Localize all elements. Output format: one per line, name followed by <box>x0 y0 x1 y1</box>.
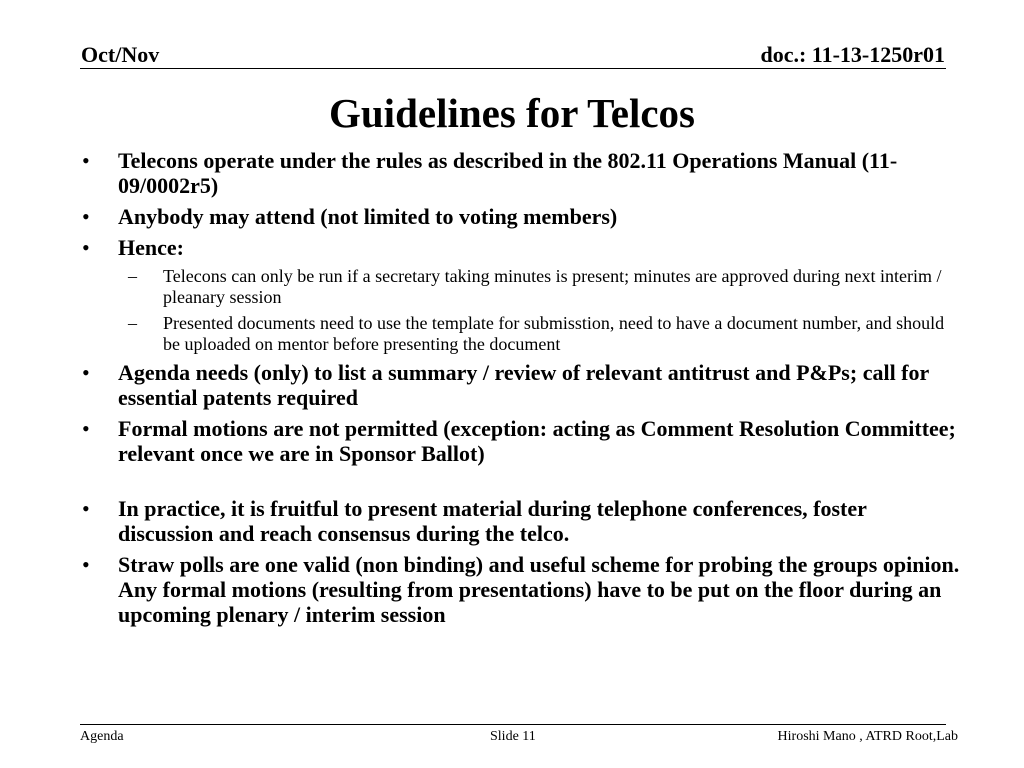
bullet-icon: • <box>82 416 90 441</box>
bullet-text: Anybody may attend (not limited to voting members) <box>118 204 618 229</box>
bullet-item <box>82 360 962 410</box>
bullet-icon: • <box>82 360 90 385</box>
bullet-icon: • <box>82 552 90 577</box>
dash-icon: – <box>128 313 137 333</box>
header-date: Oct/Nov <box>81 42 160 67</box>
bullet-item <box>82 496 962 546</box>
bullet-item <box>82 552 962 627</box>
bullet-text: In practice, it is fruitful to present material during telephone conferences, foster discussion and reach consensus during the telco. <box>118 496 867 546</box>
bullet-icon: • <box>82 148 90 173</box>
slide-body <box>82 148 962 633</box>
footer-section: Agenda <box>80 729 124 744</box>
sub-bullet-text: Telecons can only be run if a secretary taking minutes is present; minutes are approved during next interim / pleanary session <box>163 266 942 307</box>
bullet-text: Formal motions are not permitted (exception: acting as Comment Resolution Committee; relevant once we are in Sponsor Ballot) <box>118 416 956 466</box>
bullet-text: Telecons operate under the rules as described in the 802.11 Operations Manual (11-09/0002r5) <box>118 148 898 198</box>
bullet-text: Hence: <box>118 235 184 260</box>
bullet-icon: • <box>82 496 90 521</box>
bullet-item <box>82 235 962 260</box>
bullet-item <box>82 416 962 466</box>
bullet-text: Straw polls are one valid (non binding) and useful scheme for probing the groups opinion. Any formal motions (resulting from presentations) have to be put on the floor during an upcoming plenary / interim session <box>118 552 960 627</box>
bullet-item <box>82 148 962 198</box>
header-doc-number: doc.: 11-13-1250r01 <box>760 42 945 67</box>
header-divider <box>80 68 946 69</box>
slide-title: Guidelines for Telcos <box>328 90 696 136</box>
sub-bullet-text: Presented documents need to use the template for submisstion, need to have a document number, and should be uploaded on mentor before presenting the document <box>163 313 945 354</box>
slide-number: Slide 11 <box>490 729 536 744</box>
bullet-icon: • <box>82 235 90 260</box>
footer-author: Hiroshi Mano , ATRD Root,Lab <box>777 729 958 744</box>
bullet-item <box>82 204 962 229</box>
bullet-icon: • <box>82 204 90 229</box>
spacer <box>82 472 962 496</box>
bullet-text: Agenda needs (only) to list a summary / review of relevant antitrust and P&Ps; call for essential patents required <box>118 360 929 410</box>
footer-divider <box>80 724 946 725</box>
dash-icon: – <box>128 266 137 286</box>
sub-bullet-item <box>82 266 962 308</box>
sub-bullet-item <box>82 313 962 355</box>
